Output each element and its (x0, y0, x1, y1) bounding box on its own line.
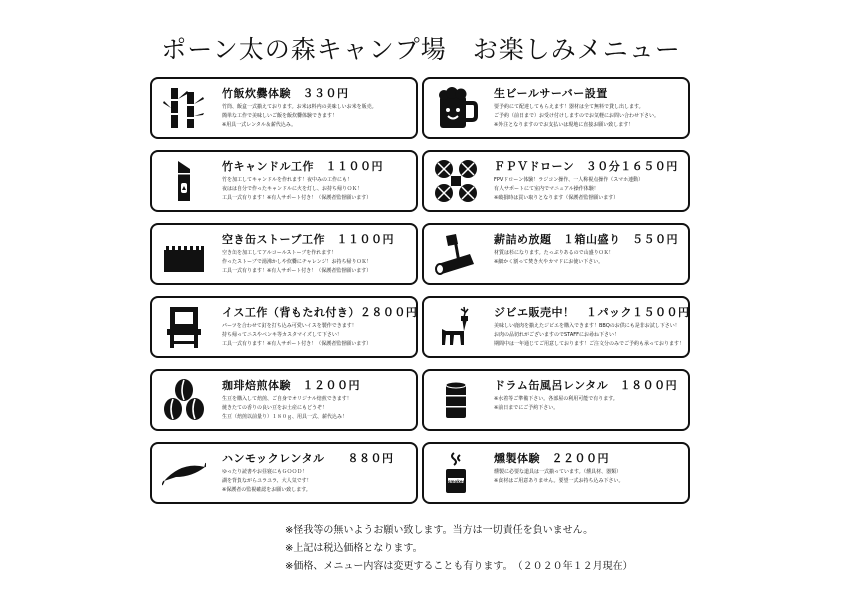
menu-card-firewood (422, 223, 690, 285)
deer-icon (434, 305, 478, 349)
menu-card-smoking (422, 442, 690, 504)
smoker-icon-label: smoked (448, 479, 466, 484)
menu-card-drum-bath (422, 369, 690, 431)
card-description: 竹筒、飯盒一式揃えております。お米は料内の美味しいお米を販売。 簡単な工作で美味しいご飯を飯炊爨体験できます！ ※用具一式レンタル＆薪代込み。 (222, 104, 377, 128)
card-title: ジビエ販売中！ １パック１５００円 (494, 306, 690, 319)
note-tax: ※上記は税込価格となります。 (285, 543, 423, 554)
beer-mug-icon (434, 86, 478, 130)
card-description: 要予約にて配達してもらえます！器材は全て無料で貸し出します。 ご予約（前日まで）お受け付けしますのでお気軽にお問い合わせ下さい。 ※外注となりますのでお支払いは現地に直接お願い致します！ (494, 104, 660, 128)
card-title: 生ビールサーバー設置 (494, 87, 608, 100)
stove-icon (162, 232, 206, 276)
card-title: 珈琲焙煎体験 １２００円 (222, 379, 360, 392)
menu-card-gibier (422, 296, 690, 358)
bamboo-icon (162, 86, 206, 130)
card-title: ドラム缶風呂レンタル １８００円 (494, 379, 678, 392)
menu-card-can-stove (150, 223, 418, 285)
card-description: 美味しい鹿肉を揃えたジビエを購入できます！BBQのお供にも是非お試し下さい！ お肉の品切れがございますのでSTAFFにお尋ね下さい！ 期間中は一年通じてご用意しております！ご注文分のみでご予約も承っております！ (494, 323, 685, 347)
footer-notes (285, 522, 805, 576)
card-description: FPVドローン体験！ラジコン操作、一人称視点操作（スマホ連動） 有人サポートにて室内でマニュアル操作体験！ ※破損時は買い取りとなります（保護者監督願います） (494, 177, 644, 201)
drum-bath-icon (434, 378, 478, 422)
note-liability: ※怪我等の無いようお願い致します。当方は一切責任を負いません。 (285, 525, 594, 536)
menu-card-bamboo-candle (150, 150, 418, 212)
note-price-change: ※価格、メニュー内容は変更することも有ります。 （２０２０年１２月現在） (285, 561, 633, 572)
menu-card-coffee-roast (150, 369, 418, 431)
card-title: 燻製体験 ２２００円 (494, 452, 609, 465)
card-title: 竹キャンドル工作 １１００円 (222, 160, 383, 173)
menu-card-fpv-drone (422, 150, 690, 212)
card-description: 材質は杉になります。たっぷりあるので山盛りＯＫ！ ※細かく割って焚き火やカマドにお使い下さい。 (494, 250, 614, 265)
chair-icon (162, 305, 206, 349)
card-title: ＦＰＶドローン ３０分１６５０円 (494, 160, 678, 173)
candle-holder-icon (162, 159, 206, 203)
card-description: ゆったり読書やお昼寝にもＧＯＯＤ！ 湖を背負ながらユラユラ、大人気です！ ※保護者の監視確認をお願い致します。 (222, 469, 312, 493)
card-title: 空き缶ストーブ工作 １１００円 (222, 233, 394, 246)
menu-card-hammock (150, 442, 418, 504)
card-description: 竹を加工してキャンドルを作れます！夜中みの工作にも！ 夜はは自分で作ったキャンドルに火を灯し、お持ち帰りＯＫ！ 工具一式有ります！※有人サポート付き！（保護者監督願います） (222, 177, 372, 201)
card-title: イス工作（背もたれ付き）２８００円 (222, 306, 418, 319)
card-description: 生豆を購入して焙煎、ご自身でオリジナル焙煎できます！ 焼きたての香りの良い豆をお土産にもどうぞ！ 生豆（焙煎以前量り）１８０ｇ、用具一式、薪代込み！ (222, 396, 352, 420)
card-title: ハンモックレンタル ８８０円 (222, 452, 394, 465)
hammock-icon (162, 451, 206, 495)
menu-card-bamboo-rice (150, 77, 418, 139)
card-description: 空き缶を加工してアルコールストーブを作れます！ 作ったストーブで湯沸かしや炊爨にチャレンジ！お持ち帰りＯＫ！ 工具一式有ります！※有人サポート付き！（保護者監督願います） (222, 250, 372, 274)
card-title: 薪詰め放題 １箱山盛り ５５０円 (494, 233, 678, 246)
coffee-beans-icon (162, 378, 206, 422)
smoker-icon (434, 451, 478, 495)
card-description: 燻製に必要な道具は一式揃っています。（燻具材、器類） ※食材はご用意ありません。要望一式お持ち込み下さい。 (494, 469, 624, 484)
axe-log-icon (434, 232, 478, 276)
menu-card-beer-server (422, 77, 690, 139)
menu-card-chair (150, 296, 418, 358)
drone-icon (434, 159, 478, 203)
card-title: 竹飯炊爨体験 ３３０円 (222, 87, 349, 100)
page-title: ポーン太の森キャンプ場 お楽しみメニュー (161, 35, 681, 64)
card-description: パーツを合わせて釘を打ち込み可愛いイスを製作できます！ 持ち帰ってニスやペンキ等カスタマイズして下さい！ 工具一式有ります！※有人サポート付き！（保護者監督願います） (222, 323, 372, 347)
card-description: ※水着等ご準備下さい。各部屋の利用可能で有ります。 ※前日までにご予約下さい。 (494, 396, 618, 411)
